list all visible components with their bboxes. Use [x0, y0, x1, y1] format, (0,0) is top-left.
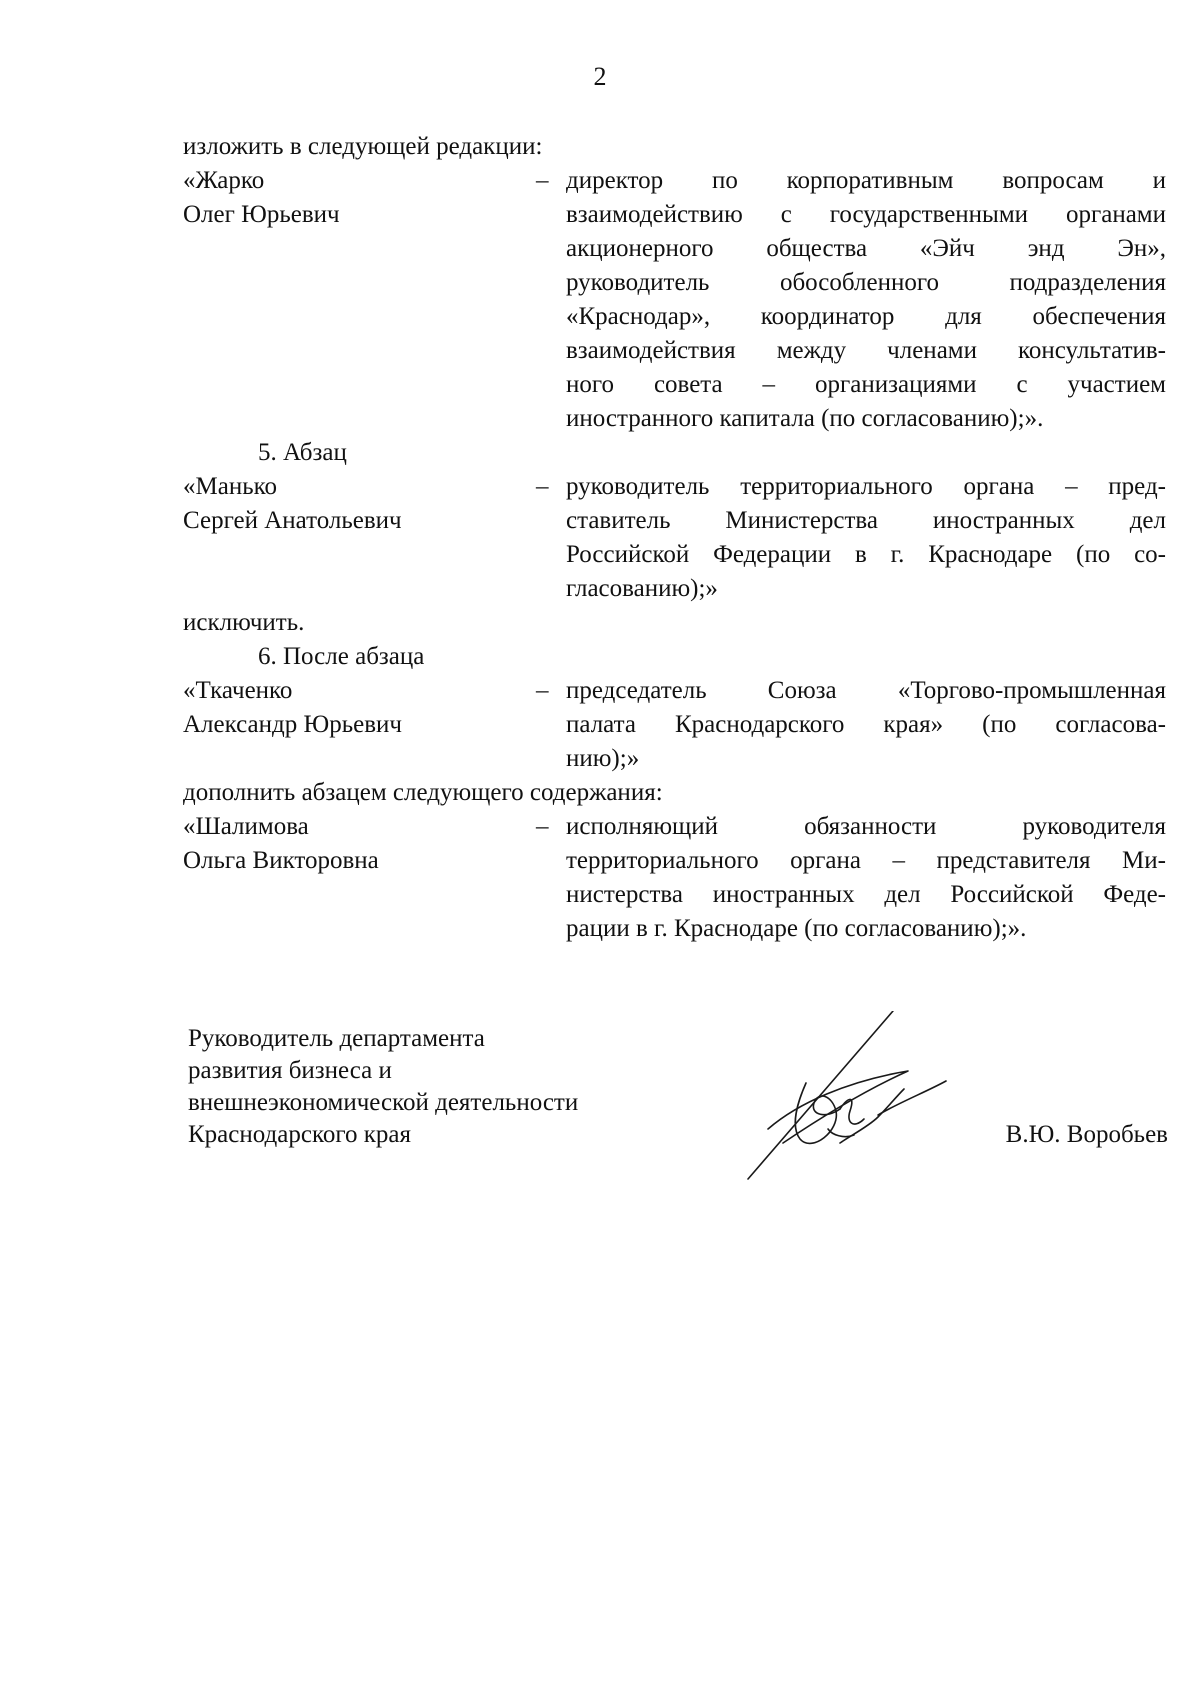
document-body — [183, 130, 1166, 946]
entry-description: председатель Союза «Торгово-промышленная палата Краснодарского края» (по согласова- нию);» — [566, 677, 1166, 772]
entry-name: «Ткаченко Александр Юрьевич — [183, 677, 402, 738]
entry-manko — [183, 470, 1166, 606]
item-5-heading: 5. Абзац — [258, 439, 347, 466]
entry-tkachenko — [183, 674, 1166, 776]
entry-description: исполняющий обязанности руководителя территориального органа – представителя Ми- нистерства иностранных дел Российской Феде- рации в г. Краснодаре (по согласованию);». — [566, 813, 1166, 942]
signature-block — [188, 1023, 1168, 1193]
item-6-heading: 6. После абзаца — [258, 643, 425, 670]
entry-dash: – — [536, 167, 549, 194]
entry-dash: – — [536, 677, 549, 704]
entry-description: руководитель территориального органа – пред- ставитель Министерства иностранных дел Российской Федерации в г. Краснодаре (по со- гласованию);» — [566, 473, 1166, 602]
entry-name: «Манько Сергей Анатольевич — [183, 473, 402, 534]
entry-shalimova — [183, 810, 1166, 946]
entry-zharko — [183, 164, 1166, 436]
entry-dash: – — [536, 813, 549, 840]
entry-name: «Жарко Олег Юрьевич — [183, 167, 340, 228]
page-number: 2 — [593, 62, 607, 91]
exclude-text: исключить. — [183, 609, 305, 636]
entry-dash: – — [536, 473, 549, 500]
signer-name: В.Ю. Воробьев — [1005, 1121, 1168, 1148]
signer-title: Руководитель департамента развития бизнеса и внешнеэкономической деятельности Краснодарского края — [188, 1025, 579, 1148]
supplement-text: дополнить абзацем следующего содержания: — [183, 779, 663, 806]
intro-text: изложить в следующей редакции: — [183, 133, 543, 160]
entry-description: директор по корпоративным вопросам и взаимодействию с государственными органами акционерного общества «Эйч энд Эн», руководитель обособленного подразделения «Краснодар», координатор для обеспечения взаимодействия между членами консультатив- ного совета – организациями с участием иностранного капитала (по согласованию);». — [566, 167, 1166, 432]
handwritten-signature — [728, 1011, 948, 1181]
entry-name: «Шалимова Ольга Викторовна — [183, 813, 379, 874]
